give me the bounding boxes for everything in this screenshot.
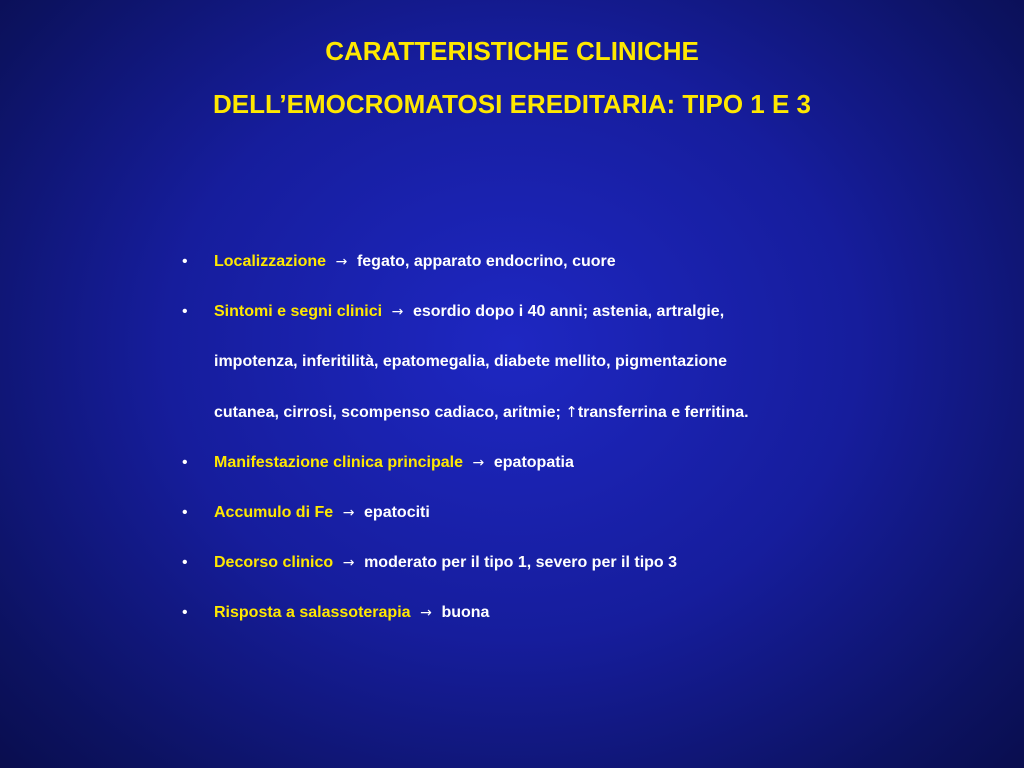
bullet-icon: •	[182, 554, 188, 571]
bullet-item-sintomi	[182, 287, 902, 438]
bullet-term: Risposta a salassoterapia	[214, 604, 411, 621]
bullet-term: Manifestazione clinica principale	[214, 454, 463, 471]
bullet-icon: •	[182, 253, 188, 270]
bullet-item-decorso	[182, 538, 902, 588]
bullet-icon: •	[182, 604, 188, 621]
bullet-item-risposta	[182, 588, 902, 638]
bullet-description-line-1: esordio dopo i 40 anni; astenia, artralgie,	[412, 303, 725, 320]
bullet-description: epatopatia	[493, 454, 574, 471]
right-arrow-icon: →	[342, 555, 355, 571]
bullet-description-line-2: impotenza, inferitilità, epatomegalia, diabete mellito, pigmentazione	[214, 353, 727, 370]
bullet-term: Accumulo di Fe	[214, 504, 334, 521]
bullet-item-manifestazione	[182, 438, 902, 488]
right-arrow-icon: →	[420, 605, 432, 621]
bullet-icon: •	[182, 504, 188, 521]
right-arrow-icon: →	[342, 505, 355, 521]
bullet-term: Sintomi e segni clinici	[214, 303, 383, 320]
bullet-item-localizzazione	[182, 237, 902, 287]
slide-title-line-1: CARATTERISTICHE CLINICHE	[325, 36, 699, 66]
bullet-description: epatociti	[364, 504, 430, 521]
bullet-term: Localizzazione	[214, 253, 327, 270]
bullet-description: buona	[441, 604, 490, 621]
bullet-term: Decorso clinico	[214, 554, 334, 571]
bullet-description: fegato, apparato endocrino, cuore	[356, 253, 616, 270]
right-arrow-icon: →	[335, 254, 348, 270]
bullet-item-accumulo	[182, 488, 902, 538]
bullet-description: moderato per il tipo 1, severo per il tipo 3	[364, 554, 678, 571]
right-arrow-icon: →	[391, 304, 404, 320]
bullet-icon: •	[182, 303, 188, 320]
slide-title-line-2: DELL’EMOCROMATOSI EREDITARIA: TIPO 1 E 3	[212, 89, 812, 119]
bullet-icon: •	[182, 454, 188, 471]
bullet-description-line-3-start: cutanea, cirrosi, scompenso cadiaco, aritmie;	[214, 404, 561, 421]
bullet-line-1	[214, 287, 902, 337]
bullet-line-3	[214, 387, 902, 438]
right-arrow-icon: →	[472, 455, 485, 471]
up-arrow-icon: ↑	[565, 403, 578, 421]
bullet-list	[182, 237, 902, 638]
bullet-description-line-3-end: transferrina e ferritina.	[577, 404, 749, 421]
